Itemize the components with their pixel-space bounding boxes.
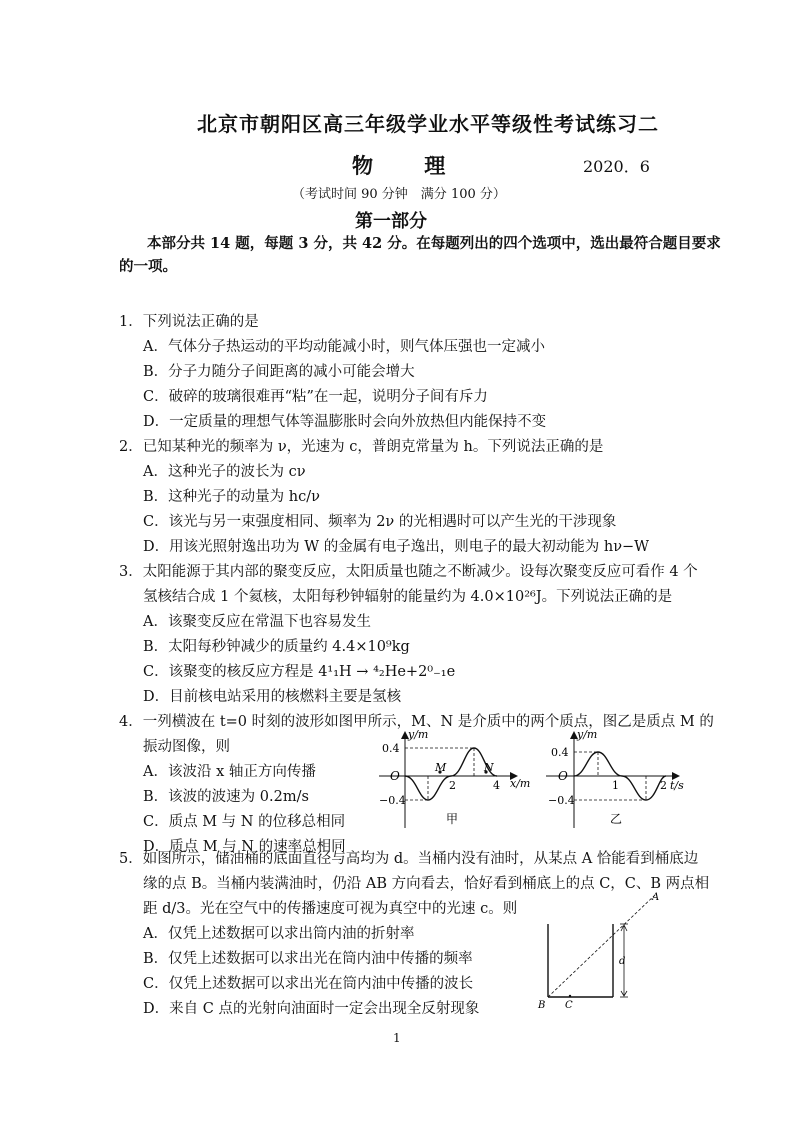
q4-stem-line-2: 振动图像，则 xyxy=(143,739,230,755)
fig-jia-xlabel: x/m xyxy=(510,777,531,790)
q1-option-d: D．一定质量的理想气体等温膨胀时会向外放热但内能保持不变 xyxy=(143,414,547,430)
subject-title: 物 理 xyxy=(352,153,468,178)
wave-figure-jia xyxy=(376,728,542,846)
fig-yi-origin: O xyxy=(558,769,568,783)
q4-option-b: B．该波的波速为 0.2m/s xyxy=(143,789,309,805)
fig-yi-caption: 乙 xyxy=(610,812,623,826)
q5-option-c: C．仅凭上述数据可以求出光在筒内油中传播的波长 xyxy=(143,976,474,992)
fig-yi-xtick-2: 2 xyxy=(660,779,667,792)
instructions-line-1: 本部分共 14 题，每题 3 分，共 42 分。在每题列出的四个选项中，选出最符合题目要求 xyxy=(147,235,721,252)
fig-jia-ylabel: y/m xyxy=(408,728,429,741)
q2-option-c: C．该光与另一束强度相同、频率为 2ν 的光相遇时可以产生光的干涉现象 xyxy=(143,514,617,530)
q3-option-b: B．太阳每秒钟减少的质量约 4.4×10⁹kg xyxy=(143,639,410,655)
q5-stem-line-1: 5．如图所示，储油桶的底面直径与高均为 d。当桶内没有油时，从某点 A 恰能看到桶底边 xyxy=(119,851,699,867)
q3-option-a: A．该聚变反应在常温下也容易发生 xyxy=(143,614,371,630)
exam-date: 2020．6 xyxy=(583,157,650,176)
fig-jia-origin: O xyxy=(390,769,400,783)
fig-jia-xtick-2: 2 xyxy=(449,779,456,792)
q5-stem-line-3: 距 d/3。光在空气中的传播速度可视为真空中的光速 c。则 xyxy=(143,901,518,917)
fig-yi-xlabel: t/s xyxy=(670,779,684,792)
fig-jia-ytick-pos: 0.4 xyxy=(382,742,400,755)
point-c xyxy=(569,995,571,997)
q5-stem-line-2: 缘的点 B。当桶内装满油时，仍沿 AB 方向看去，恰好看到桶底上的点 C，C、B 两点相 xyxy=(143,876,710,892)
q4-stem-line-1: 4．一列横波在 t=0 时刻的波形如图甲所示，M、N 是介质中的两个质点，图乙是质点 M 的 xyxy=(119,714,714,730)
q1-stem: 1．下列说法正确的是 xyxy=(119,314,259,330)
time-note: （考试时间 90 分钟 满分 100 分） xyxy=(292,187,506,202)
q4-option-c: C．质点 M 与 N 的位移总相同 xyxy=(143,814,346,830)
q2-option-d: D．用该光照射逸出功为 W 的金属有电子逸出，则电子的最大初动能为 hν−W xyxy=(143,539,650,555)
q4-option-d: D．质点 M 与 N 的速率总相同 xyxy=(143,839,346,855)
q4-option-a: A．该波沿 x 轴正方向传播 xyxy=(143,764,316,780)
fig-jia-label-m: M xyxy=(435,761,447,774)
q3-option-c: C．该聚变的核反应方程是 4¹₁H → ⁴₂He+2⁰₋₁e xyxy=(143,664,456,680)
wave-curve xyxy=(405,748,497,800)
tank-label-d: d xyxy=(619,956,626,967)
sight-line-ab xyxy=(548,894,656,997)
q3-option-d: D．目前核电站采用的核燃料主要是氢核 xyxy=(143,689,402,705)
fig-yi-ytick-neg: −0.4 xyxy=(548,794,575,807)
vibration-figure-yi xyxy=(538,728,688,846)
q2-stem: 2．已知某种光的频率为 ν，光速为 c，普朗克常量为 h。下列说法正确的是 xyxy=(119,439,604,455)
fig-jia-xtick-4: 4 xyxy=(493,779,500,792)
q1-option-a: A．气体分子热运动的平均动能减小时，则气体压强也一定减小 xyxy=(143,339,545,355)
q3-stem-line-1: 3．太阳能源于其内部的聚变反应，太阳质量也随之不断减少。设每次聚变反应可看作 4 个 xyxy=(119,564,698,580)
tank-label-b: B xyxy=(538,1000,546,1011)
q3-stem-line-2: 氢核结合成 1 个氦核，太阳每秒钟辐射的能量约为 4.0×10²⁶J。下列说法正确的是 xyxy=(143,589,673,605)
q5-option-d: D．来自 C 点的光射向油面时一定会出现全反射现象 xyxy=(143,1001,480,1017)
oil-tank-figure xyxy=(528,888,668,1016)
fig-jia-label-n: N xyxy=(484,761,494,774)
fig-jia-ytick-neg: −0.4 xyxy=(379,794,406,807)
exam-title: 北京市朝阳区高三年级学业水平等级性考试练习二 xyxy=(197,112,659,136)
q1-option-b: B．分子力随分子间距离的减小可能会增大 xyxy=(143,364,415,380)
tank-label-c: C xyxy=(565,1000,573,1011)
fig-yi-ylabel: y/m xyxy=(577,728,598,741)
part-heading: 第一部分 xyxy=(355,211,427,232)
instructions-line-2: 的一项。 xyxy=(119,258,177,275)
page-number: 1 xyxy=(393,1031,401,1045)
q5-option-a: A．仅凭上述数据可以求出筒内油的折射率 xyxy=(143,926,415,942)
q1-option-c: C．破碎的玻璃很难再“粘”在一起，说明分子间有斥力 xyxy=(143,389,488,405)
fig-yi-ytick-pos: 0.4 xyxy=(551,746,569,759)
fig-yi-xtick-1: 1 xyxy=(612,779,619,792)
q2-option-a: A．这种光子的波长为 cν xyxy=(143,464,306,480)
tank-label-a: A xyxy=(652,892,660,903)
q2-option-b: B．这种光子的动量为 hc/ν xyxy=(143,489,320,505)
fig-jia-caption: 甲 xyxy=(446,812,459,826)
q5-option-b: B．仅凭上述数据可以求出光在筒内油中传播的频率 xyxy=(143,951,473,967)
